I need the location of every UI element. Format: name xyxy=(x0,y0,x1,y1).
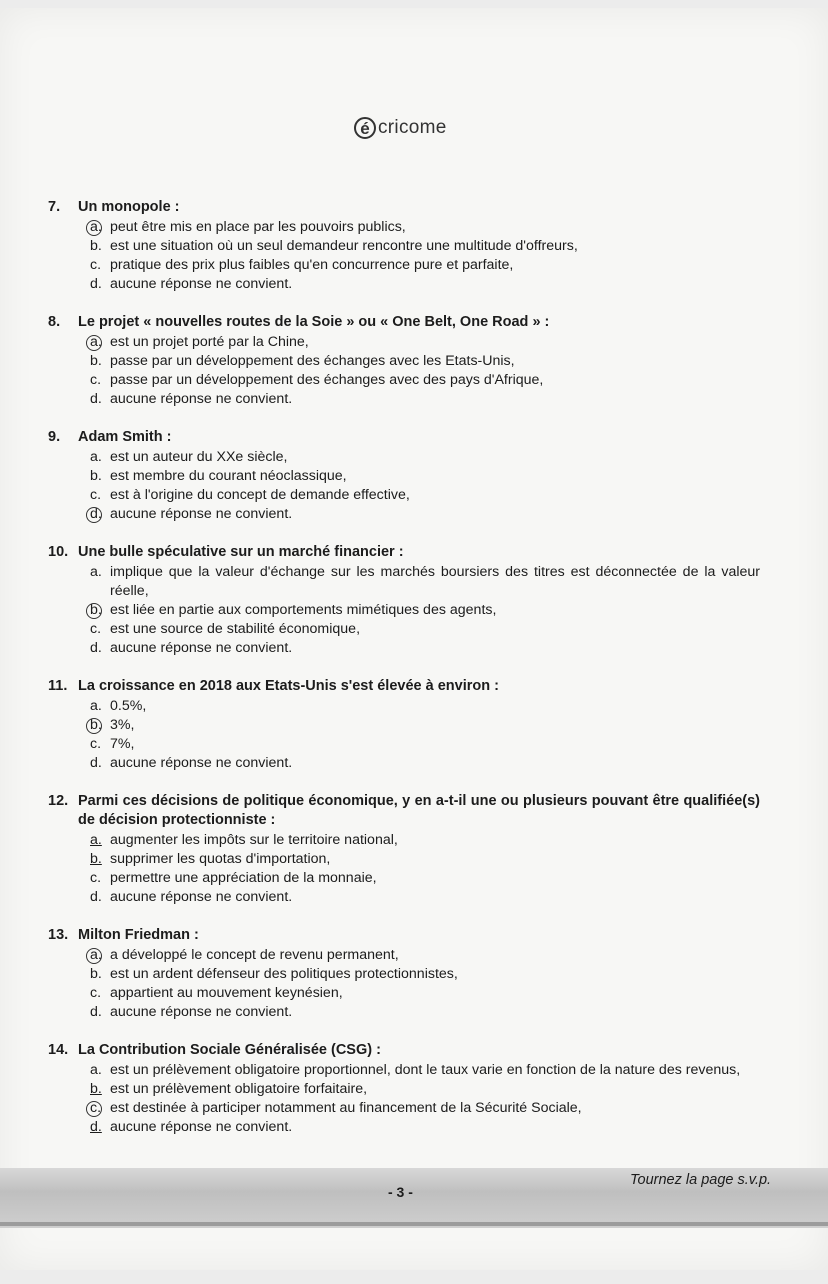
question-number: 14. xyxy=(48,1042,69,1058)
option-letter: b. xyxy=(90,1081,102,1097)
option-c[interactable] xyxy=(90,869,760,888)
option-letter: d. xyxy=(90,505,110,524)
option-c[interactable] xyxy=(90,620,760,639)
option-c[interactable] xyxy=(90,371,760,390)
option-text: permettre une appréciation de la monnaie, xyxy=(110,870,377,886)
option-list xyxy=(48,831,760,907)
question-number: 7. xyxy=(48,199,61,215)
option-text: aucune réponse ne convient. xyxy=(110,391,293,407)
option-text: implique que la valeur d'échange sur les marchés boursiers des titres est déconnectée de la valeur réelle, xyxy=(110,564,760,599)
option-text: est un prélèvement obligatoire proportionnel, dont le taux varie en fonction de la nature des revenus, xyxy=(110,1062,741,1078)
question-title: La Contribution Sociale Généralisée (CSG) : xyxy=(78,1042,381,1058)
option-a[interactable] xyxy=(90,448,760,467)
option-text: est à l'origine du concept de demande effective, xyxy=(110,487,410,503)
footer-divider xyxy=(0,1222,828,1226)
option-text: aucune réponse ne convient. xyxy=(110,506,293,522)
question-14 xyxy=(48,1041,760,1137)
option-a[interactable] xyxy=(90,218,760,237)
option-b[interactable] xyxy=(90,716,760,735)
question-number: 11. xyxy=(48,678,68,694)
option-a[interactable] xyxy=(90,563,760,601)
option-letter: b. xyxy=(90,601,110,620)
option-text: appartient au mouvement keynésien, xyxy=(110,985,343,1001)
option-letter: a. xyxy=(90,449,102,465)
question-header xyxy=(48,926,760,945)
page-number: - 3 - xyxy=(388,1184,413,1200)
option-text: est un ardent défenseur des politiques protectionnistes, xyxy=(110,966,458,982)
option-text: aucune réponse ne convient. xyxy=(110,755,293,771)
option-letter: b. xyxy=(90,353,102,369)
option-d[interactable] xyxy=(90,505,760,524)
option-text: est une situation où un seul demandeur rencontre une multitude d'offreurs, xyxy=(110,238,578,254)
question-title: La croissance en 2018 aux Etats-Unis s'est élevée à environ : xyxy=(78,678,499,694)
question-header xyxy=(48,677,760,696)
option-b[interactable] xyxy=(90,601,760,620)
option-letter: d. xyxy=(90,276,102,292)
option-list xyxy=(48,1061,760,1137)
option-letter: c. xyxy=(90,372,102,388)
option-letter: d. xyxy=(90,640,102,656)
question-number: 9. xyxy=(48,429,61,445)
option-letter: c. xyxy=(90,870,102,886)
question-title: Adam Smith : xyxy=(78,429,172,445)
question-header xyxy=(48,198,760,217)
option-text: 3%, xyxy=(110,717,135,733)
option-text: passe par un développement des échanges avec des pays d'Afrique, xyxy=(110,372,544,388)
option-text: aucune réponse ne convient. xyxy=(110,1119,293,1135)
option-text: aucune réponse ne convient. xyxy=(110,889,293,905)
question-number: 12. xyxy=(48,793,69,809)
question-8 xyxy=(48,313,760,409)
option-a[interactable] xyxy=(90,697,760,716)
option-list xyxy=(48,333,760,409)
option-text: augmenter les impôts sur le territoire national, xyxy=(110,832,398,848)
question-10 xyxy=(48,543,760,658)
option-letter: b. xyxy=(90,468,102,484)
option-d[interactable] xyxy=(90,639,760,658)
question-12 xyxy=(48,792,760,907)
option-text: est liée en partie aux comportements mimétiques des agents, xyxy=(110,602,497,618)
ecricome-logo xyxy=(354,112,447,144)
option-letter: c. xyxy=(90,985,102,1001)
option-letter: d. xyxy=(90,1119,102,1135)
option-c[interactable] xyxy=(90,486,760,505)
option-b[interactable] xyxy=(90,1080,760,1099)
question-13 xyxy=(48,926,760,1022)
option-letter: a. xyxy=(90,698,102,714)
option-b[interactable] xyxy=(90,850,760,869)
option-letter: a. xyxy=(90,832,102,848)
option-text: 7%, xyxy=(110,736,135,752)
question-header xyxy=(48,1041,760,1060)
option-text: aucune réponse ne convient. xyxy=(110,640,293,656)
option-c[interactable] xyxy=(90,256,760,275)
option-text: est une source de stabilité économique, xyxy=(110,621,361,637)
option-d[interactable] xyxy=(90,888,760,907)
option-text: 0.5%, xyxy=(110,698,147,714)
option-letter: b. xyxy=(90,238,102,254)
option-a[interactable] xyxy=(90,1061,760,1080)
question-title: Milton Friedman : xyxy=(78,927,199,943)
option-c[interactable] xyxy=(90,735,760,754)
option-letter: a. xyxy=(90,218,110,237)
option-text: aucune réponse ne convient. xyxy=(110,276,293,292)
option-a[interactable] xyxy=(90,946,760,965)
question-header xyxy=(48,428,760,447)
option-b[interactable] xyxy=(90,965,760,984)
option-text: pratique des prix plus faibles qu'en concurrence pure et parfaite, xyxy=(110,257,514,273)
option-text: est destinée à participer notamment au financement de la Sécurité Sociale, xyxy=(110,1100,582,1116)
question-7 xyxy=(48,198,760,294)
option-letter: a. xyxy=(90,946,110,965)
question-number: 13. xyxy=(48,927,69,943)
option-list xyxy=(48,946,760,1022)
option-letter: a. xyxy=(90,1062,102,1078)
option-letter: a. xyxy=(90,564,102,580)
option-letter: b. xyxy=(90,966,102,982)
option-b[interactable] xyxy=(90,352,760,371)
turn-page-note: Tournez la page s.v.p. xyxy=(630,1172,772,1188)
option-d[interactable] xyxy=(90,275,760,294)
option-text: est un projet porté par la Chine, xyxy=(110,334,309,350)
option-text: est un auteur du XXe siècle, xyxy=(110,449,288,465)
option-c[interactable] xyxy=(90,984,760,1003)
question-list xyxy=(48,198,760,1156)
option-letter: d. xyxy=(90,1004,102,1020)
option-letter: c. xyxy=(90,487,102,503)
ecricome-logo-mark: é xyxy=(354,117,376,139)
option-letter: c. xyxy=(90,736,102,752)
option-letter: b. xyxy=(90,851,102,867)
option-c[interactable] xyxy=(90,1099,760,1118)
question-title: Le projet « nouvelles routes de la Soie » ou « One Belt, One Road » : xyxy=(78,314,550,330)
option-a[interactable] xyxy=(90,831,760,850)
option-letter: a. xyxy=(90,333,110,352)
question-9 xyxy=(48,428,760,524)
option-d[interactable] xyxy=(90,1118,760,1137)
question-title: Parmi ces décisions de politique économique, y en a-t-il une ou plusieurs pouvant être qualifiée(s) de décision protectionniste : xyxy=(78,793,760,828)
option-list xyxy=(48,218,760,294)
exam-page xyxy=(0,8,828,1270)
option-text: est membre du courant néoclassique, xyxy=(110,468,347,484)
question-number: 10. xyxy=(48,544,69,560)
option-text: peut être mis en place par les pouvoirs publics, xyxy=(110,219,406,235)
question-title: Un monopole : xyxy=(78,199,180,215)
option-d[interactable] xyxy=(90,1003,760,1022)
option-list xyxy=(48,697,760,773)
question-title: Une bulle spéculative sur un marché financier : xyxy=(78,544,404,560)
option-b[interactable] xyxy=(90,237,760,256)
option-text: a développé le concept de revenu permanent, xyxy=(110,947,399,963)
option-a[interactable] xyxy=(90,333,760,352)
option-letter: c. xyxy=(90,1099,110,1118)
option-d[interactable] xyxy=(90,754,760,773)
option-text: passe par un développement des échanges avec les Etats-Unis, xyxy=(110,353,515,369)
option-text: supprimer les quotas d'importation, xyxy=(110,851,331,867)
question-header xyxy=(48,792,760,830)
question-header xyxy=(48,543,760,562)
question-header xyxy=(48,313,760,332)
ecricome-logo-text: cricome xyxy=(378,117,447,138)
option-b[interactable] xyxy=(90,467,760,486)
option-d[interactable] xyxy=(90,390,760,409)
question-11 xyxy=(48,677,760,773)
question-number: 8. xyxy=(48,314,61,330)
option-letter: d. xyxy=(90,889,102,905)
option-list xyxy=(48,448,760,524)
option-letter: d. xyxy=(90,755,102,771)
option-text: aucune réponse ne convient. xyxy=(110,1004,293,1020)
option-letter: c. xyxy=(90,257,102,273)
option-letter: d. xyxy=(90,391,102,407)
option-list xyxy=(48,563,760,658)
option-letter: b. xyxy=(90,716,110,735)
option-letter: c. xyxy=(90,621,102,637)
option-text: est un prélèvement obligatoire forfaitaire, xyxy=(110,1081,368,1097)
